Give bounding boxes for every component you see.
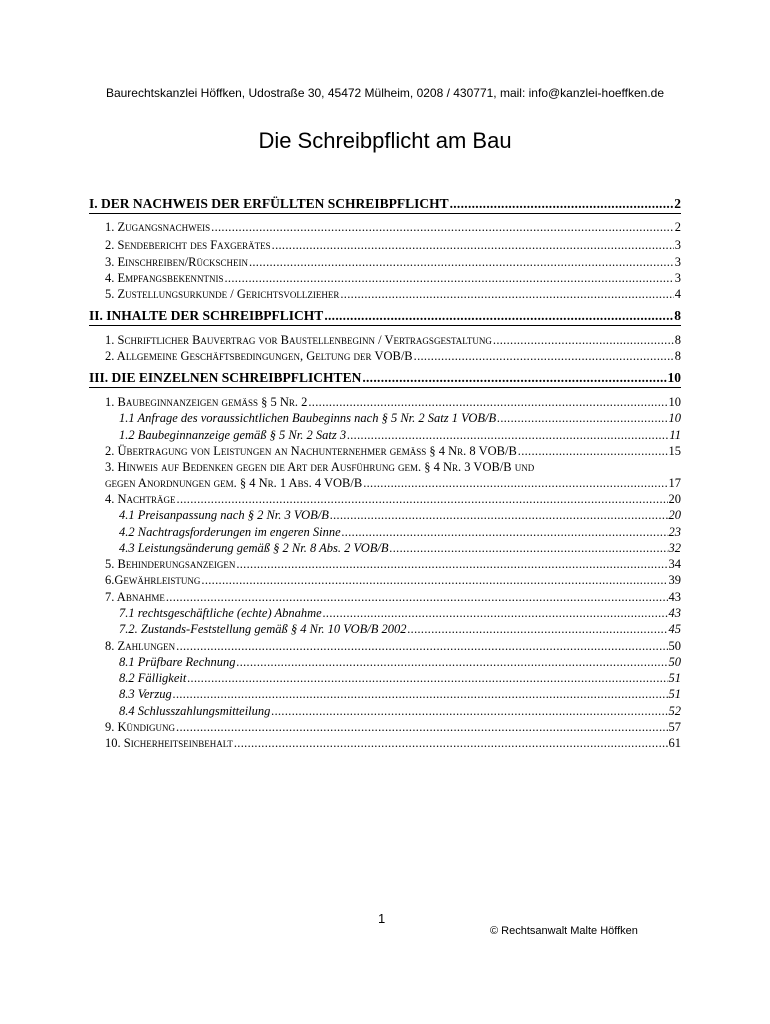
- toc-leader: [347, 427, 668, 443]
- toc-entry-text: 2. Sendebericht des Faxgerätes: [105, 238, 271, 252]
- document-title: Die Schreibpflicht am Bau: [258, 128, 512, 153]
- toc-entry-text: 1. Zugangsnachweis: [105, 220, 211, 234]
- toc-entry-text: 5. Behinderungsanzeigen: [105, 557, 236, 571]
- toc-entry-text: I. DER NACHWEIS DER ERFÜLLTEN SCHREIBPFLICHT: [89, 196, 449, 211]
- toc-entry-text: 2. Übertragung von Leistungen an Nachunternehmer gemäß § 4 Nr. 8 VOB/B: [105, 444, 517, 458]
- toc-entry[interactable]: [105, 735, 681, 751]
- toc-entry[interactable]: [105, 348, 681, 364]
- toc-page-number: 20: [668, 492, 681, 506]
- toc-page-number: 2: [674, 196, 681, 211]
- toc-page-number: 50: [668, 639, 681, 653]
- toc-page-number: 4: [674, 287, 681, 301]
- toc-leader: [342, 524, 668, 540]
- toc-leader: [249, 254, 674, 270]
- toc-page-number: 3: [674, 238, 681, 252]
- toc-entry[interactable]: [105, 556, 681, 572]
- toc-entry-text: 7. Abnahme: [105, 590, 165, 604]
- toc-leader: [237, 654, 668, 670]
- toc-entry-text: III. DIE EINZELNEN SCHREIBPFLICHTEN: [89, 370, 362, 385]
- toc-page-number: 51: [668, 671, 681, 685]
- toc-page-number: 17: [668, 476, 681, 490]
- toc-entry-text: 3. Hinweis auf Bedenken gegen die Art der Ausführung gem. § 4 Nr. 3 VOB/B und: [105, 460, 535, 474]
- toc-leader: [236, 556, 667, 572]
- toc-entry-text: 1.1 Anfrage des voraussichtlichen Baubeginns nach § 5 Nr. 2 Satz 1 VOB/B: [119, 411, 497, 425]
- toc-entry-text: 6.Gewährleistung: [105, 573, 201, 587]
- toc-entry[interactable]: [105, 254, 681, 270]
- toc-leader: [407, 621, 667, 637]
- toc-page-number: 34: [668, 557, 681, 571]
- toc-page-number: 51: [668, 687, 681, 701]
- toc-subentry[interactable]: [119, 410, 681, 426]
- toc-leader: [224, 270, 673, 286]
- toc-leader: [272, 237, 674, 253]
- toc-page-number: 39: [668, 573, 681, 587]
- toc-subentry[interactable]: [119, 427, 681, 443]
- section-divider: [89, 387, 681, 388]
- toc-entry-text: 4.3 Leistungsänderung gemäß § 2 Nr. 8 Abs. 2 VOB/B: [119, 541, 389, 555]
- toc-page-number: 3: [674, 255, 681, 269]
- section-divider: [89, 213, 681, 214]
- toc-entry-text: 4. Nachträge: [105, 492, 176, 506]
- toc-leader: [518, 443, 668, 459]
- toc-entry-text: 8.1 Prüfbare Rechnung: [119, 655, 236, 669]
- toc-entry-text: 8. Zahlungen: [105, 639, 176, 653]
- toc-page-number: 3: [674, 271, 681, 285]
- toc-leader: [362, 370, 666, 386]
- toc-leader: [176, 638, 667, 654]
- toc-entry[interactable]: [105, 443, 681, 459]
- toc-leader: [324, 308, 673, 324]
- toc-entry-text: 8.4 Schlusszahlungsmitteilung: [119, 704, 271, 718]
- toc-leader: [497, 410, 667, 426]
- toc-leader: [493, 332, 674, 348]
- copyright-notice: © Rechtsanwalt Malte Höffken: [490, 925, 638, 937]
- toc-subentry[interactable]: [119, 654, 681, 670]
- toc-entry-text: 7.1 rechtsgeschäftliche (echte) Abnahme: [119, 606, 322, 620]
- toc-leader: [308, 394, 667, 410]
- toc-leader: [363, 475, 667, 491]
- toc-entry[interactable]: [105, 394, 681, 410]
- toc-entry-text: II. INHALTE DER SCHREIBPFLICHT: [89, 308, 324, 323]
- toc-entry-text: 4. Empfangsbekenntnis: [105, 271, 224, 285]
- toc-entry-text: 4.2 Nachtragsforderungen im engeren Sinne: [119, 525, 341, 539]
- toc-entry-text: 9. Kündigung: [105, 720, 176, 734]
- toc-page-number: 32: [668, 541, 681, 555]
- toc-entry-line2[interactable]: [105, 475, 681, 491]
- page-number: 1: [378, 911, 386, 926]
- toc-page-number: 20: [668, 508, 681, 522]
- toc-entry-text: gegen Anordnungen gem. § 4 Nr. 1 Abs. 4 VOB/B: [105, 476, 363, 490]
- toc-entry-text: 8.3 Verzug: [119, 687, 172, 701]
- toc-entry-text: 4.1 Preisanpassung nach § 2 Nr. 3 VOB/B: [119, 508, 329, 522]
- toc-page-number: 52: [668, 704, 681, 718]
- toc-section-1[interactable]: [89, 196, 681, 212]
- toc-page-number: 15: [668, 444, 681, 458]
- toc-page-number: 2: [674, 220, 681, 234]
- toc-page-number: 61: [668, 736, 681, 750]
- toc-leader: [166, 589, 668, 605]
- toc-leader: [177, 491, 668, 507]
- toc-subentry[interactable]: [119, 524, 681, 540]
- toc-leader: [271, 703, 667, 719]
- toc-subentry[interactable]: [119, 507, 681, 523]
- toc-subentry[interactable]: [119, 540, 681, 556]
- toc-page-number: 10: [668, 395, 681, 409]
- toc-leader: [187, 670, 667, 686]
- toc-entry[interactable]: [105, 332, 681, 348]
- toc-page-number: 10: [667, 370, 681, 385]
- toc-leader: [201, 572, 667, 588]
- toc-page-number: 23: [668, 525, 681, 539]
- toc-entry[interactable]: [105, 719, 681, 735]
- toc-entry[interactable]: [105, 491, 681, 507]
- toc-page-number: 45: [668, 622, 681, 636]
- toc-entry[interactable]: [105, 237, 681, 253]
- section-divider: [89, 325, 681, 326]
- toc-leader: [414, 348, 674, 364]
- toc-entry-text: 1. Baubeginnanzeigen gemäß § 5 Nr. 2: [105, 395, 308, 409]
- toc-subentry[interactable]: [119, 621, 681, 637]
- toc-leader: [176, 719, 667, 735]
- toc-page-number: 50: [668, 655, 681, 669]
- toc-leader: [234, 735, 668, 751]
- header-address-line: Baurechtskanzlei Höffken, Udostraße 30, 45472 Mülheim, 0208 / 430771, mail: info@kanzlei-hoeffken.de: [105, 86, 665, 100]
- toc-page-number: 11: [669, 428, 681, 442]
- toc-entry-text: 3. Einschreiben/Rückschein: [105, 255, 248, 269]
- toc-page-number: 8: [674, 349, 681, 363]
- toc-leader: [173, 686, 668, 702]
- toc-entry-text: 5. Zustellungsurkunde / Gerichtsvollzieher: [105, 287, 340, 301]
- toc-entry[interactable]: [105, 286, 681, 302]
- toc-section-3[interactable]: [89, 370, 681, 386]
- toc-section-2[interactable]: [89, 308, 681, 324]
- toc-entry[interactable]: [105, 270, 681, 286]
- toc-leader: [390, 540, 668, 556]
- toc-page-number: 8: [674, 333, 681, 347]
- toc-page-number: 8: [674, 308, 681, 323]
- toc-page-number: 43: [668, 606, 681, 620]
- toc-entry-text: 1.2 Baubeginnanzeige gemäß § 5 Nr. 2 Satz 3: [119, 428, 347, 442]
- toc-entry[interactable]: [105, 572, 681, 588]
- toc-leader: [211, 219, 674, 235]
- toc-subentry[interactable]: [119, 686, 681, 702]
- toc-entry-text: 1. Schriftlicher Bauvertrag vor Baustellenbeginn / Vertragsgestaltung: [105, 333, 492, 347]
- toc-entry[interactable]: [105, 589, 681, 605]
- toc-entry-text: 8.2 Fälligkeit: [119, 671, 187, 685]
- toc-leader: [450, 196, 674, 212]
- toc-subentry[interactable]: [119, 703, 681, 719]
- toc-leader: [340, 286, 673, 302]
- toc-page-number: 10: [668, 411, 681, 425]
- toc-subentry[interactable]: [119, 605, 681, 621]
- toc-entry[interactable]: [105, 219, 681, 235]
- toc-leader: [323, 605, 668, 621]
- toc-entry-text: 2. Allgemeine Geschäftsbedingungen, Geltung der VOB/B: [105, 349, 413, 363]
- toc-page-number: 57: [668, 720, 681, 734]
- toc-entry[interactable]: [105, 638, 681, 654]
- toc-page-number: 43: [668, 590, 681, 604]
- toc-subentry[interactable]: [119, 670, 681, 686]
- toc-entry-text: 7.2. Zustands-Feststellung gemäß § 4 Nr. 10 VOB/B 2002: [119, 622, 407, 636]
- toc-entry-line1[interactable]: [105, 459, 681, 475]
- toc-leader: [330, 507, 668, 523]
- toc-entry-text: 10. Sicherheitseinbehalt: [105, 736, 233, 750]
